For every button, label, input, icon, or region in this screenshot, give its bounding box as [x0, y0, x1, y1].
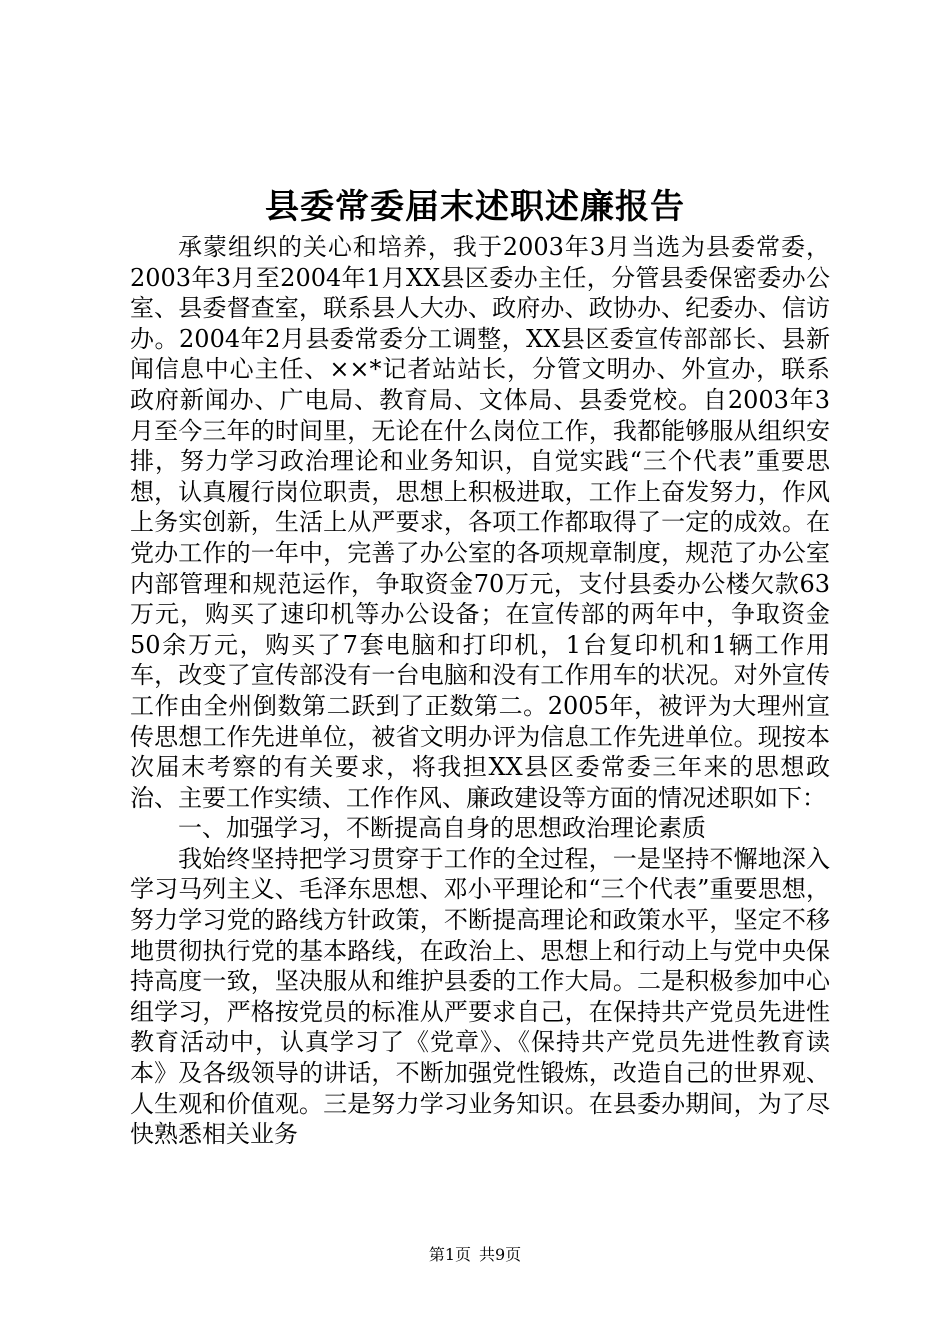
document-title: 县委常委届末述职述廉报告 [265, 187, 685, 227]
page-number: 第1页 [428, 1245, 471, 1264]
document-body [130, 232, 830, 1150]
paragraph-intro: 承蒙组织的关心和培养，我于2003年3月当选为县委常委，2003年3月至2004年1月XX县区委办主任，分管县委保密委办公室、县委督查室，联系县人大办、政府办、政协办、纪委办、信访办。2004年2月县委常委分工调整，XX县区委宣传部部长、县新闻信息中心主任、××*记者站站长，分管文明办、外宣办，联系政府新闻办、广电局、教育局、文体局、县委党校。自2003年3月至今三年的时间里，无论在什么岗位工作，我都能够服从组织安排，努力学习政治理论和业务知识，自觉实践“三个代表”重要思想，认真履行岗位职责，思想上积极进取，工作上奋发努力，作风上务实创新，生活上从严要求，各项工作都取得了一定的成效。在党办工作的一年中，完善了办公室的各项规章制度，规范了办公室内部管理和规范运作，争取资金70万元，支付县委办公楼欠款63万元，购买了速印机等办公设备；在宣传部的两年中，争取资金50余万元，购买了7套电脑和打印机，1台复印机和1辆工作用车，改变了宣传部没有一台电脑和没有工作用车的状况。对外宣传工作由全州倒数第二跃到了正数第二。2005年，被评为大理州宣传思想工作先进单位，被省文明办评为信息工作先进单位。现按本次届末考察的有关要求，将我担XX县区委常委三年来的思想政治、主要工作实绩、工作作风、廉政建设等方面的情况述职如下： [130, 233, 830, 812]
section-heading-1: 一、加强学习，不断提高自身的思想政治理论素质 [178, 814, 706, 843]
page-footer [0, 1243, 950, 1267]
page-total: 共9页 [479, 1245, 522, 1264]
paragraph-study: 我始终坚持把学习贯穿于工作的全过程，一是坚持不懈地深入学习马列主义、毛泽东思想、邓小平理论和“三个代表”重要思想，努力学习党的路线方针政策，不断提高理论和政策水平，坚定不移地贯彻执行党的基本路线，在政治上、思想上和行动上与党中央保持高度一致，坚决服从和维护县委的工作大局。二是积极参加中心组学习，严格按党员的标准从严要求自己，在保持共产党员先进性教育活动中，认真学习了《党章》、《保持共产党员先进性教育读本》及各级领导的讲话，不断加强党性锻炼，改造自己的世界观、人生观和价值观。三是努力学习业务知识。在县委办期间，为了尽快熟悉相关业务 [130, 844, 830, 1149]
